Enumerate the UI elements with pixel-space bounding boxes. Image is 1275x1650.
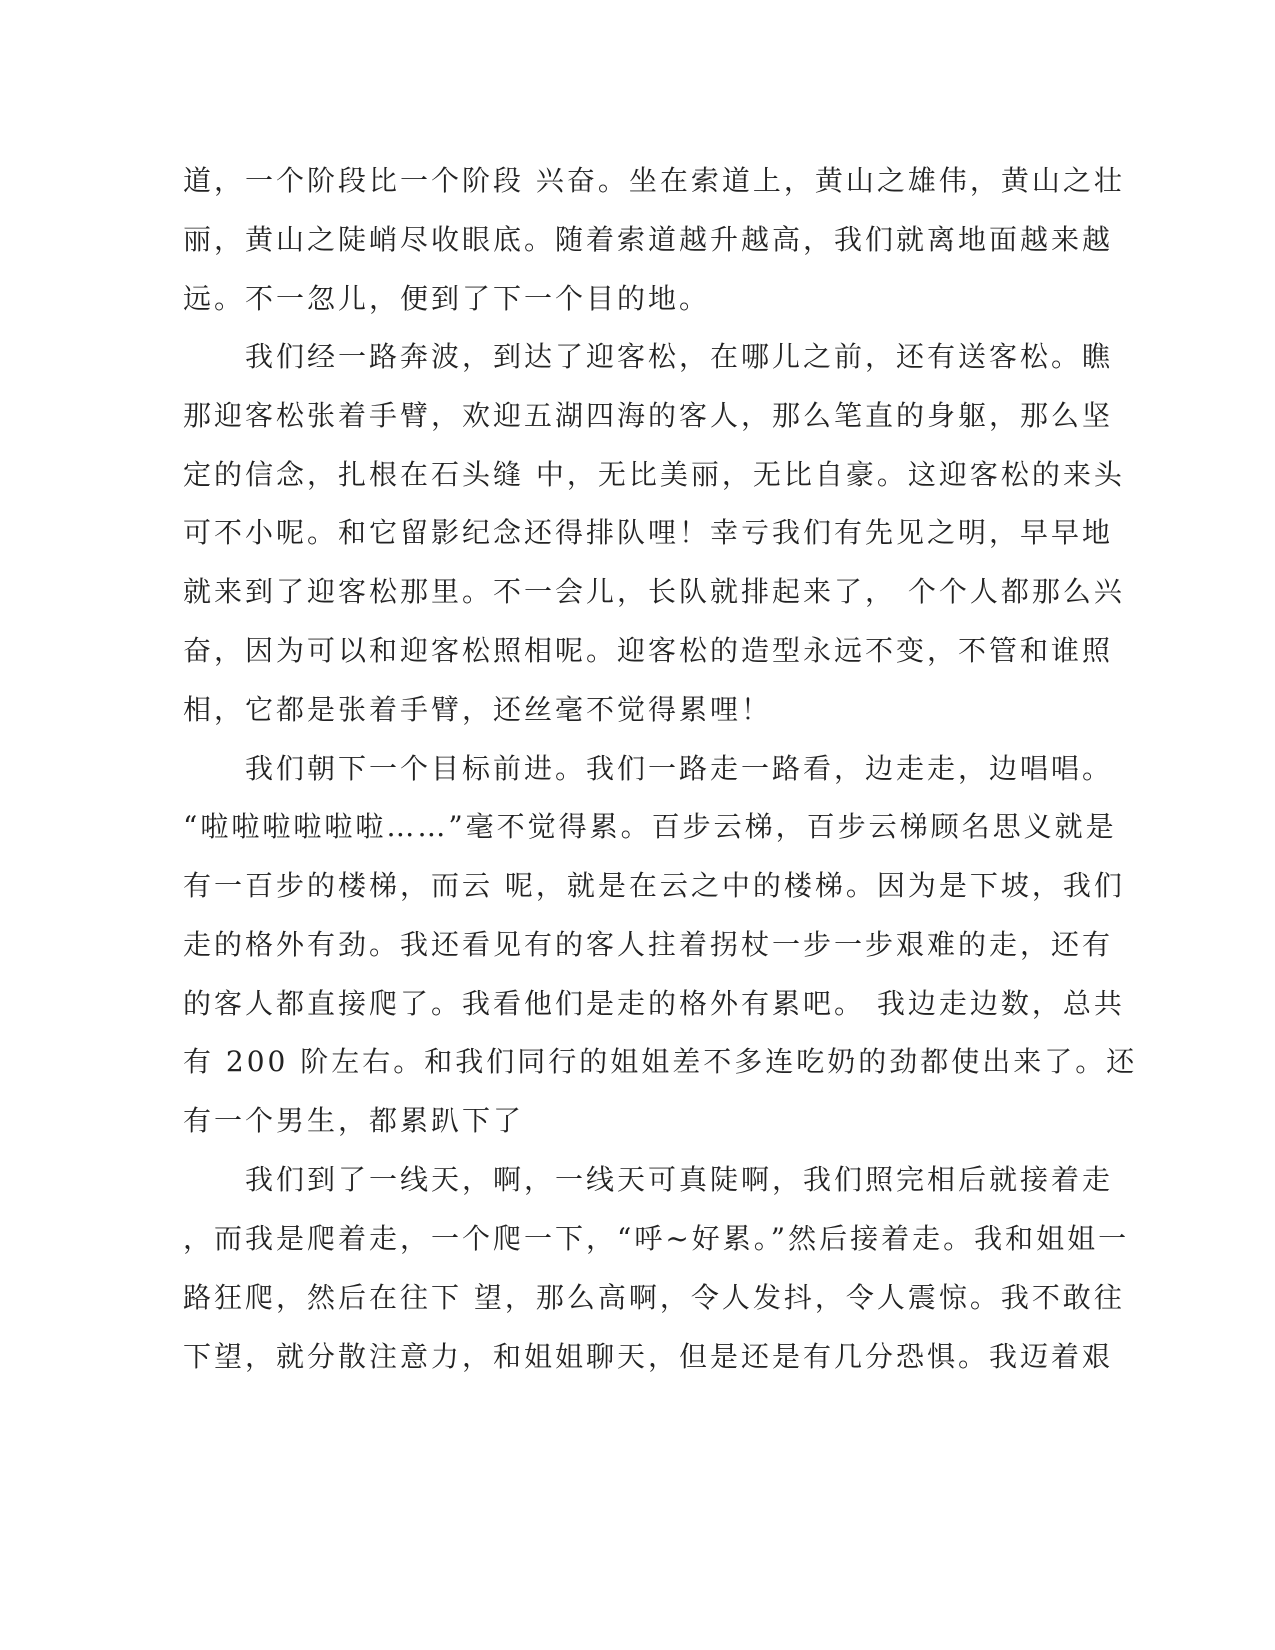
text-line: 就来到了迎客松那里。不一会儿，长队就排起来了， 个个人都那么兴 bbox=[183, 575, 1125, 608]
text-line: 我们到了一线天，啊，一线天可真陡啊，我们照完相后就接着走 bbox=[183, 1163, 1114, 1196]
text-line: 道，一个阶段比一个阶段 兴奋。坐在索道上，黄山之雄伟，黄山之壮 bbox=[183, 164, 1125, 197]
text-line: 我们朝下一个目标前进。我们一路走一路看，边走走，边唱唱。 bbox=[183, 752, 1114, 785]
text-line: 丽，黄山之陡峭尽收眼底。随着索道越升越高，我们就离地面越来越 bbox=[183, 223, 1114, 256]
text-line: 远。不一忽儿，便到了下一个目的地。 bbox=[183, 282, 711, 315]
text-line: 我们经一路奔波，到达了迎客松，在哪儿之前，还有送客松。瞧 bbox=[183, 340, 1114, 373]
text-line: 有 200 阶左右。和我们同行的姐姐差不多连吃奶的劲都使出来了。还 bbox=[183, 1045, 1138, 1078]
text-line: “啦啦啦啦啦啦……”毫不觉得累。百步云梯，百步云梯顾名思义就是 bbox=[183, 810, 1117, 843]
text-line: 的客人都直接爬了。我看他们是走的格外有累吧。 我边走边数，总共 bbox=[183, 987, 1125, 1020]
text-line: 走的格外有劲。我还看见有的客人拄着拐杖一步一步艰难的走，还有 bbox=[183, 928, 1114, 961]
text-line: 有一百步的楼梯，而云 呢，就是在云之中的楼梯。因为是下坡，我们 bbox=[183, 869, 1125, 902]
text-line: 路狂爬，然后在往下 望，那么高啊，令人发抖，令人震惊。我不敢往 bbox=[183, 1281, 1125, 1314]
text-line: 定的信念，扎根在石头缝 中，无比美丽，无比自豪。这迎客松的来头 bbox=[183, 458, 1125, 491]
text-line: 奋，因为可以和迎客松照相呢。迎客松的造型永远不变，不管和谁照 bbox=[183, 634, 1114, 667]
text-line: 下望，就分散注意力，和姐姐聊天，但是还是有几分恐惧。我迈着艰 bbox=[183, 1340, 1114, 1373]
text-line: 相，它都是张着手臂，还丝毫不觉得累哩！ bbox=[183, 693, 773, 726]
text-line: 可不小呢。和它留影纪念还得排队哩！幸亏我们有先见之明，早早地 bbox=[183, 516, 1114, 549]
text-line: ，而我是爬着走，一个爬一下，“呼~好累。”然后接着走。我和姐姐一 bbox=[183, 1222, 1130, 1255]
text-line: 有一个男生，都累趴下了 bbox=[183, 1104, 525, 1137]
text-line: 那迎客松张着手臂，欢迎五湖四海的客人，那么笔直的身躯，那么坚 bbox=[183, 399, 1114, 432]
